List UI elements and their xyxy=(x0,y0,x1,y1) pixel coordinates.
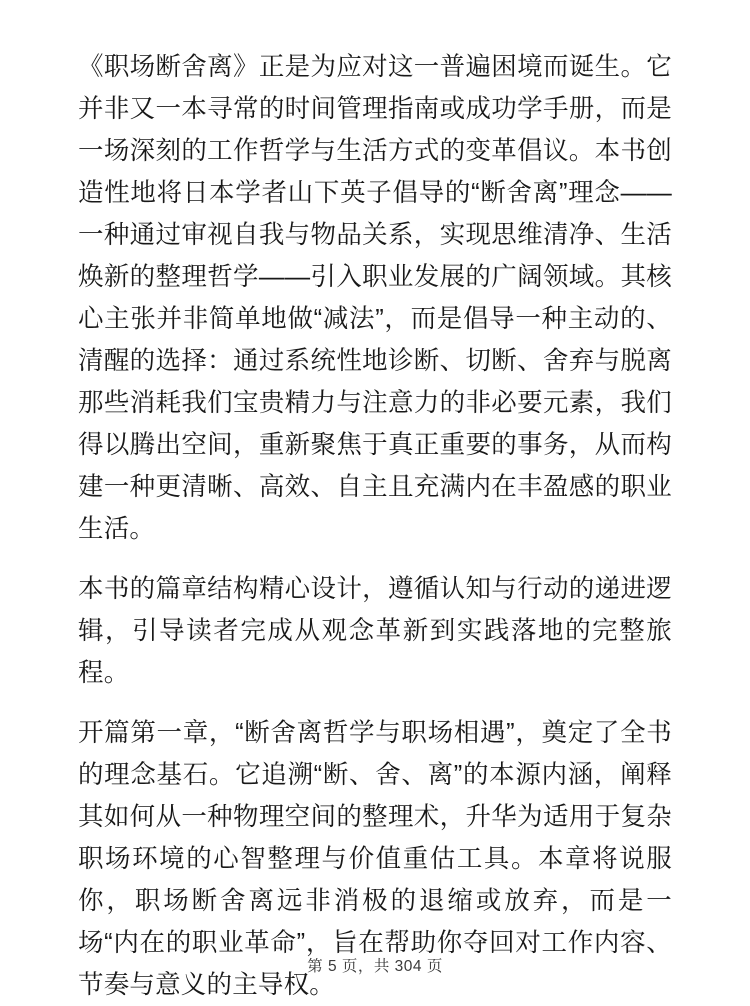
paragraph-2: 本书的篇章结构精心设计，遵循认知与行动的递进逻辑，引导读者完成从观念革新到实践落地的完整旅程。 xyxy=(78,575,672,687)
page-content xyxy=(78,46,672,1006)
paragraph-1: 《职场断舍离》正是为应对这一普遍困境而诞生。它并非又一本寻常的时间管理指南或成功学手册，而是一场深刻的工作哲学与生活方式的变革倡议。本书创造性地将日本学者山下英子倡导的“断舍离”理念——一种通过审视自我与物品关系，实现思维清净、生活焕新的整理哲学——引入职业发展的广阔领域。其核心主张并非简单地做“减法”，而是倡导一种主动的、清醒的选择：通过系统性地诊断、切断、舍弃与脱离那些消耗我们宝贵精力与注意力的非必要元素，我们得以腾出空间，重新聚焦于真正重要的事务，从而构建一种更清晰、高效、自主且充满内在丰盈感的职业生活。 xyxy=(78,53,672,543)
page-footer xyxy=(0,954,750,976)
page-number-label: 第 5 页，共 304 页 xyxy=(307,958,443,975)
paragraph-3: 开篇第一章，“断舍离哲学与职场相遇”，奠定了全书的理念基石。它追溯“断、舍、离”的本源内涵，阐释其如何从一种物理空间的整理术，升华为适用于复杂职场环境的心智整理与价值重估工具。本章将说服你，职场断舍离远非消极的退缩或放弃，而是一场“内在的职业革命”，旨在帮助你夺回对工作内容、节奏与意义的主导权。 xyxy=(78,719,672,999)
